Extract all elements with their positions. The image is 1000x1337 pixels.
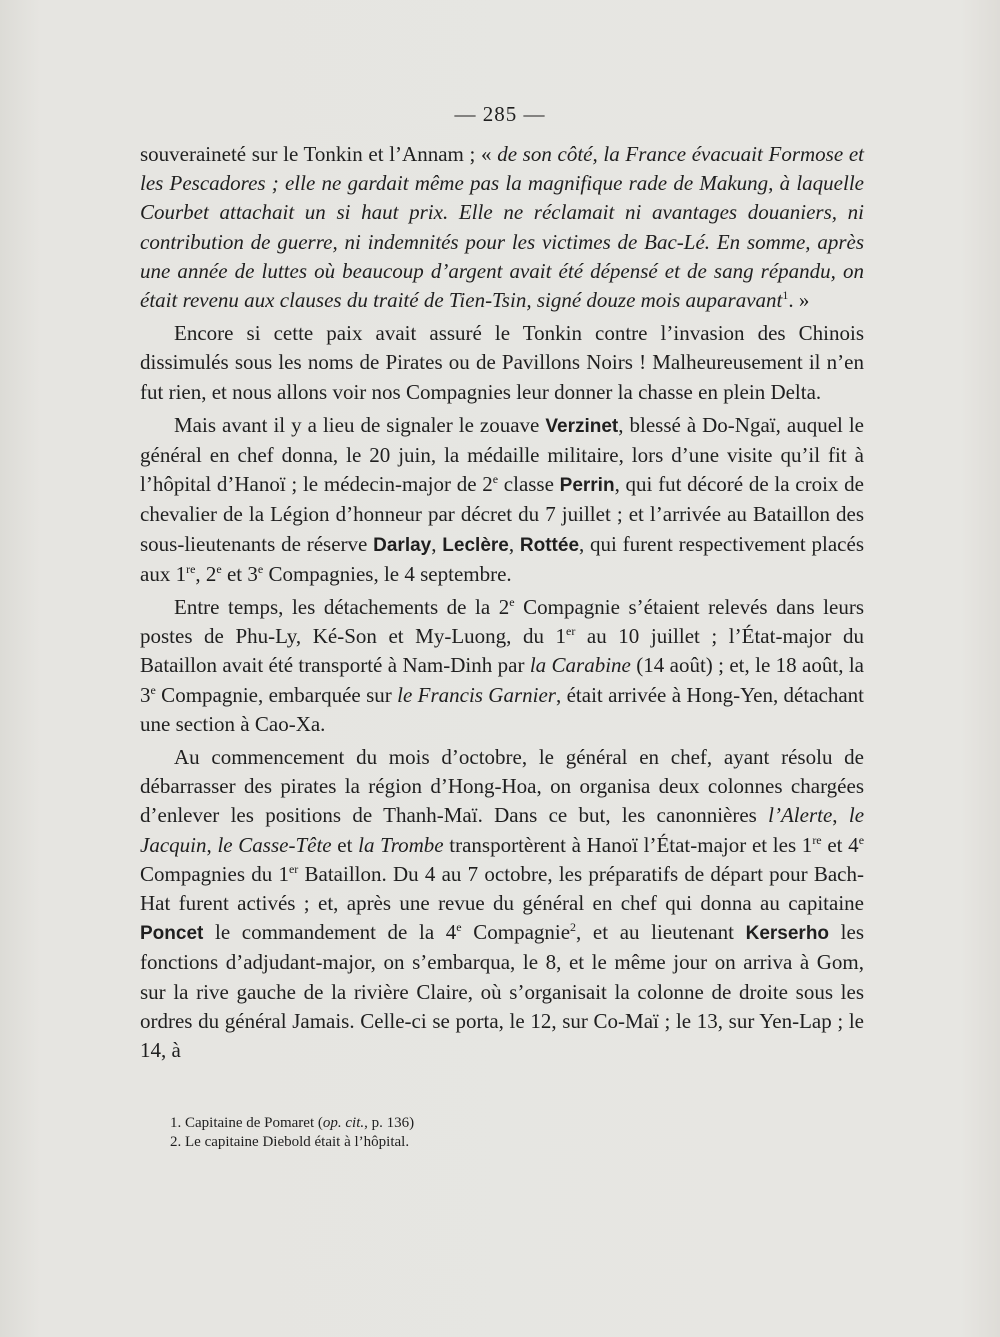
paragraph — [140, 319, 864, 407]
text-run: Compagnie, embarquée sur — [155, 682, 398, 707]
text-run: (14 août) ; et, le 18 août, la 3 — [140, 653, 864, 707]
footnote — [170, 1133, 870, 1152]
name-run: Perrin — [559, 475, 615, 497]
text-run: Mais avant il y a lieu de signaler le zouave — [174, 412, 546, 437]
footnote — [170, 1114, 870, 1133]
text-run: , p. 136) — [364, 1115, 415, 1131]
superscript: e — [216, 561, 222, 576]
text-run: classe — [498, 472, 560, 497]
superscript: er — [288, 861, 299, 876]
superscript: er — [566, 624, 576, 639]
text-run: Au commencement du mois d’octobre, le général en chef, ayant résolu de débarrasser des pirates la région d’Hong-Hoa, on organisa deux colonnes chargées d’enlever les positions de Thanh-Maï. Dans ce but, les canonnières — [140, 745, 864, 828]
text-run: , et au lieutenant — [576, 920, 746, 945]
italic-run: la Trombe — [358, 832, 444, 857]
name-run: Verzinet — [545, 415, 619, 437]
text-run: 1. Capitaine de Pomaret ( — [170, 1115, 323, 1131]
superscript: e — [509, 595, 515, 610]
paragraph — [140, 140, 864, 315]
superscript: e — [492, 472, 499, 487]
superscript: e — [150, 682, 156, 697]
superscript: 2 — [570, 920, 577, 935]
text-run: , qui furent respectivement placés aux 1 — [140, 531, 864, 586]
text-run: Bataillon. Du 4 au 7 octobre, les préparatifs de départ pour Bach-Hat furent activés ; et, après une revue du général en chef qui donna au capitaine — [140, 861, 864, 916]
italic-run: la Carabine — [529, 653, 631, 678]
superscript: re — [812, 832, 822, 847]
text-run: , — [508, 531, 520, 556]
text-run: , 2 — [195, 561, 217, 586]
name-run: Poncet — [140, 923, 204, 945]
italic-run: le Casse-Tête — [217, 832, 332, 857]
text-run: , — [206, 832, 218, 857]
text-run: transportèrent à Hanoï l’État-major et les 1 — [443, 832, 813, 857]
italic-run: l’Alerte — [768, 803, 833, 828]
body-text — [140, 140, 864, 1069]
superscript: e — [456, 920, 462, 935]
text-run: , était arrivée à Hong-Yen, détachant une section à Cao-Xa. — [140, 682, 865, 736]
superscript: e — [257, 561, 264, 576]
text-run: Compagnies, le 4 septembre. — [263, 561, 512, 586]
text-run: le commandement de la 4 — [203, 920, 457, 945]
name-run: Kerserho — [745, 923, 830, 945]
superscript: e — [858, 832, 865, 847]
italic-run: le Francis Garnier — [397, 682, 556, 707]
text-run: et 4 — [821, 832, 859, 857]
superscript: 1 — [782, 288, 789, 303]
text-run: et — [331, 832, 359, 857]
text-run: souveraineté sur le Tonkin et l’Annam ; « — [140, 142, 498, 166]
text-run: Compagnie s’étaient relevés dans leurs postes de Phu-Ly, Ké-Son et My-Luong, du 1 — [140, 595, 864, 649]
text-run: Entre temps, les détachements de la 2 — [174, 595, 510, 620]
name-run: Leclère — [442, 534, 509, 556]
text-run: . » — [788, 288, 810, 313]
paragraph — [140, 411, 864, 589]
text-run: , — [431, 531, 443, 556]
italic-run: le Jacquin — [140, 803, 865, 857]
paragraph — [140, 743, 864, 1065]
superscript: re — [186, 561, 196, 576]
text-run: et 3 — [221, 561, 258, 586]
text-run: , blessé à Do-Ngaï, auquel le général en chef donna, le 20 juin, la médaille militaire, lors d’une visite qu’il fit à l’hôpital d’Hanoï ; le médecin-major de 2 — [140, 412, 864, 497]
name-run: Rottée — [519, 534, 580, 556]
name-run: Darlay — [373, 534, 432, 556]
text-run: Compagnies du 1 — [140, 861, 289, 886]
text-run: , qui fut décoré de la croix de chevalier de la Légion d’honneur par décret du 7 juillet ; et l’arrivée au Bataillon des sous-lieutenants de réserve — [140, 472, 864, 556]
text-run: Encore si cette paix avait assuré le Tonkin contre l’invasion des Chinois dissimulés sous les noms de Pirates ou de Pavillons Noirs ! Malheureusement il n’en fut rien, et nous allons voir nos Compagnies leur donner la chasse en plein Delta. — [140, 321, 864, 404]
text-run: au 10 juillet ; l’État-major du Bataillon avait été transporté à Nam-Dinh par — [140, 624, 864, 678]
text-run: 2. Le capitaine Diebold était à l’hôpital. — [170, 1134, 410, 1150]
text-run: Compagnie — [461, 920, 571, 945]
italic-run: op. cit. — [322, 1115, 365, 1131]
text-run: , — [832, 803, 849, 828]
text-run: les fonctions d’adjudant-major, on s’embarqua, le 8, et le même jour on arriva à Gom, sur la rive gauche de la rivière Claire, où s’organisait la colonne de droite sous les ordres du général Jamais. Celle-ci se porta, le 12, sur Co-Maï ; le 13, sur Yen-Lap ; le 14, à — [140, 920, 864, 1063]
paragraph — [140, 593, 864, 739]
page-number: — 285 — — [454, 102, 546, 126]
italic-run: de son côté, la France évacuait Formose et les Pescadores ; elle ne gardait même pas la magnifique rade de Makung, à laquelle Courbet attachait un si haut prix. Elle ne réclamait ni avantages douaniers, ni contribution de guerre, ni indemnités pour les victimes de Bac-Lé. En somme, après une année de luttes où beaucoup d’argent avait été dépensé et de sang répandu, on était revenu aux clauses du traité de Tien-Tsin, signé douze mois auparavant — [140, 142, 864, 313]
footnotes — [170, 1114, 870, 1152]
